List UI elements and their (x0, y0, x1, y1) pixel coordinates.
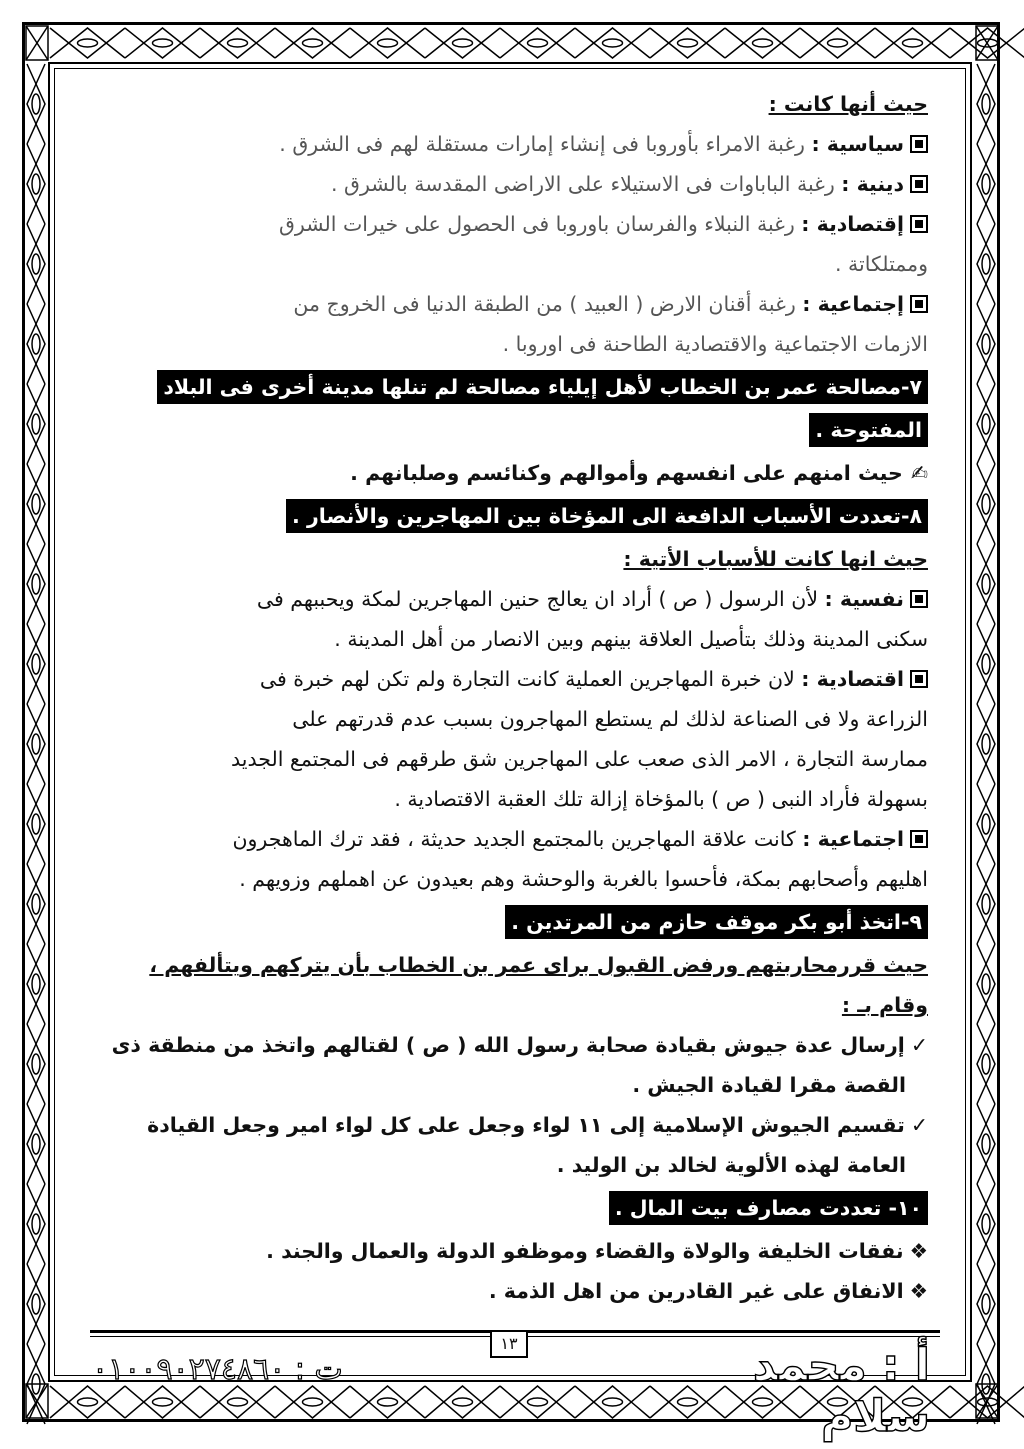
sec9-item-2: ✓تقسيم الجيوش الإسلامية إلى ١١ لواء وجعل على كل لواء امير وجعل القيادة (147, 1113, 928, 1137)
sec6-item-economic: إقتصادية : رغبة النبلاء والفرسان باوروبا فى الحصول على خيرات الشرق (90, 204, 928, 244)
page-content (90, 84, 928, 1311)
sec9-item-1-cont: القصة مقرا لقيادة الجيش . (632, 1073, 906, 1097)
diamond-bullet-icon: ❖ (909, 1279, 928, 1303)
diamond-bullet-icon: ❖ (909, 1239, 928, 1263)
author-name: أ : محمد سلام (752, 1340, 930, 1442)
sec8-item-social-cont: اهليهم وأصحابهم بمكة، فأحسوا بالغربة والوحشة وهم بعيدون عن اهملهم وزويهم . (239, 867, 928, 891)
teacher-phone: ت : ٠١٠٠٩٠٢٧٤٨٦٠ (92, 1352, 343, 1387)
sec8-item-econ: اقتصادية : لان خبرة المهاجرين العملية كانت التجارة ولم تكن لهم خبرة فى (90, 659, 928, 699)
square-bullet-icon (910, 175, 928, 193)
sec10-heading: ١٠- تعددت مصارف بيت المال . (90, 1188, 928, 1228)
sec7-answer: ✍حيث امنهم على انفسهم وأموالهم وكنائسم وصلبانهم . (350, 461, 928, 485)
sec9-item-2-cont: العامة لهذه الألوية لخالد بن الوليد . (556, 1153, 906, 1177)
sec9-intro: حيث قررمحاربتهم ورفض القبول براى عمر بن الخطاب بأن يتركهم ويتألفهم ، (149, 953, 928, 977)
sec8-item-psych: نفسية : لأن الرسول ( ص ) أراد ان يعالج حنين المهاجرين لمكة ويحببهم فى (90, 579, 928, 619)
checkmark-icon: ✓ (910, 1113, 928, 1137)
sec8-item-econ-cont1: الزراعة ولا فى الصناعة لذلك لم يستطع المهاجرون بسبب عدم قدرتهم على (292, 707, 928, 731)
sec9-heading: ٩-اتخذ أبو بكر موقف حازم من المرتدين . (90, 902, 928, 942)
sec6-item-political: سياسية : رغبة الامراء بأوروبا فى إنشاء إمارات مستقلة لهم فى الشرق . (90, 124, 928, 164)
checkmark-icon: ✓ (910, 1033, 928, 1057)
sec7-heading: ٧-مصالحة عمر بن الخطاب لأهل إيلياء مصالحة لم تنلها مدينة أخرى فى البلاد (90, 367, 928, 407)
square-bullet-icon (910, 590, 928, 608)
sec7-heading-cont: المفتوحة . (90, 410, 928, 450)
sec9-intro-cont: وقام بـ : (841, 993, 928, 1017)
sec8-heading: ٨-تعددت الأسباب الدافعة الى المؤخاة بين المهاجرين والأنصار . (90, 496, 928, 536)
square-bullet-icon (910, 215, 928, 233)
sec8-item-econ-cont3: بسهولة فأراد النبى ( ص ) بالمؤخاة إزالة تلك العقبة الاقتصادية . (394, 787, 928, 811)
sec10-item-1: ❖نفقات الخليفة والولاة والقضاء وموظفو الدولة والعمال والجند . (266, 1239, 928, 1263)
pen-icon: ✍ (910, 461, 928, 485)
sec8-item-social: اجتماعية : كانت علاقة المهاجرين بالمجتمع الجديد حديثة ، فقد ترك الماهجرون (90, 819, 928, 859)
sec8-intro: حيث انها كانت للأسباب الأتية : (623, 547, 928, 571)
square-bullet-icon (910, 135, 928, 153)
sec8-item-econ-cont2: ممارسة التجارة ، الامر الذى صعب على المهاجرين شق طرقهم فى المجتمع الجديد (231, 747, 928, 771)
square-bullet-icon (910, 670, 928, 688)
sec6-item-economic-cont: وممتلكاتة . (834, 252, 928, 276)
sec6-item-social-cont: الازمات الاجتماعية والاقتصادية الطاحنة فى اوروبا . (502, 332, 928, 356)
sec6-item-social: إجتماعية : رغبة أقنان الارض ( العبيد ) من الطبقة الدنيا فى الخروج من (90, 284, 928, 324)
sec9-item-1: ✓إرسال عدة جيوش بقيادة صحابة رسول الله ( ص ) لقتالهم واتخذ من منطقة ذى (111, 1033, 928, 1057)
sec6-item-religious: دينية : رغبة الباباوات فى الاستيلاء على الاراضى المقدسة بالشرق . (90, 164, 928, 204)
page-number: ١٣ (490, 1330, 528, 1358)
sec10-item-2: ❖الانفاق على غير القادرين من اهل الذمة . (488, 1279, 928, 1303)
square-bullet-icon (910, 295, 928, 313)
square-bullet-icon (910, 830, 928, 848)
sec6-intro: حيث أنها كانت : (768, 92, 928, 116)
sec8-item-psych-cont: سكنى المدينة وذلك بتأصيل العلاقة بينهم وبين الانصار من أهل المدينة . (334, 627, 928, 651)
